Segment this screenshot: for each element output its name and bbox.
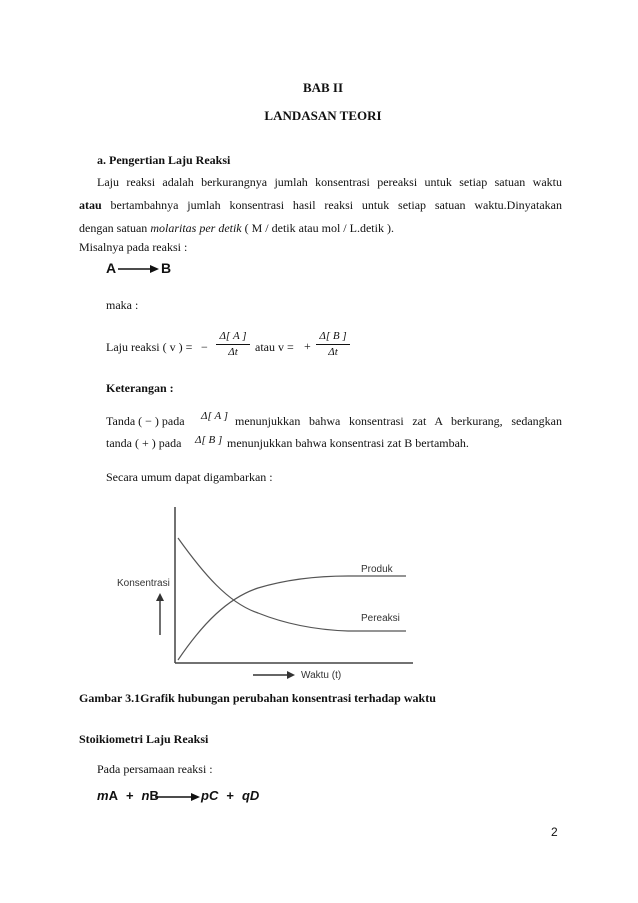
paragraph-line: Laju reaksi adalah berkurangnya jumlah konsentrasi pereaksi untuk setiap satuan waktu — [97, 175, 562, 189]
coef-n: n — [141, 788, 150, 803]
pereaksi-label: Pereaksi — [361, 613, 400, 624]
stoik-equation — [97, 788, 159, 803]
plus-sign: + — [304, 339, 311, 353]
fraction-numerator-a: Δ[ A ] — [219, 330, 247, 342]
delta-b-symbol: Δ[ B ] — [195, 434, 223, 446]
fraction-bar — [216, 344, 250, 345]
x-axis-label: Waktu (t) — [301, 670, 342, 681]
subsection-title: Stoikiometri Laju Reaksi — [79, 732, 209, 746]
maka-label: maka : — [106, 298, 139, 312]
delta-a-symbol: Δ[ A ] — [201, 410, 229, 422]
chapter-number: BAB II — [302, 80, 344, 95]
coef-q: q — [241, 788, 250, 803]
chapter-title: LANDASAN TEORI — [264, 108, 382, 123]
minus-sign: − — [201, 340, 208, 354]
keterangan-text: Tanda ( − ) pada — [106, 414, 185, 428]
species-d: D — [249, 788, 260, 803]
paragraph-line — [79, 198, 562, 213]
plus-sign: + — [125, 788, 134, 803]
species-a: A — [108, 788, 118, 803]
stoik-intro: Pada persamaan reaksi : — [97, 762, 213, 776]
paragraph-text: bertambahnya jumlah konsentrasi hasil reaksi untuk setiap satuan waktu.Dinyatakan — [110, 198, 562, 212]
fraction-denominator: Δt — [228, 346, 238, 358]
stoik-products — [201, 788, 259, 803]
rate-equation-label: Laju reaksi ( v ) = — [106, 340, 193, 354]
keterangan-text: menunjukkan bahwa konsentrasi zat A berkurang, sedangkan — [235, 414, 562, 428]
reaction-arrow-icon — [155, 791, 201, 803]
atau-label: atau v = — [255, 340, 294, 354]
concentration-time-graph — [108, 503, 418, 688]
umum-label: Secara umum dapat digambarkan : — [106, 470, 273, 484]
italic-unit: molaritas per detik — [150, 221, 242, 235]
paragraph-line — [79, 221, 394, 236]
reaction-arrow-icon — [118, 263, 160, 275]
fraction-bar — [316, 344, 350, 345]
paragraph-text: ( M / detik atau mol / L.detik ). — [241, 221, 394, 235]
reactant-label: A — [106, 260, 117, 276]
produk-label: Produk — [361, 564, 393, 575]
coef-p: p — [201, 788, 209, 803]
paragraph-line: Misalnya pada reaksi : — [79, 240, 188, 254]
y-axis-label: Konsentrasi — [117, 578, 170, 589]
keterangan-title: Keterangan : — [106, 381, 174, 395]
keterangan-text: tanda ( + ) pada — [106, 436, 182, 450]
coef-m: m — [97, 788, 109, 803]
species-c: C — [208, 788, 219, 803]
figure-caption: Gambar 3.1Grafik hubungan perubahan konsentrasi terhadap waktu — [79, 691, 436, 705]
fraction-numerator-b: Δ[ B ] — [319, 330, 347, 342]
bold-word: atau — [79, 198, 102, 212]
section-title: a. Pengertian Laju Reaksi — [97, 153, 231, 167]
page-number: 2 — [551, 825, 558, 839]
fraction-denominator: Δt — [328, 346, 338, 358]
species-b: B — [149, 788, 159, 803]
product-label: B — [161, 260, 172, 276]
plus-sign: + — [226, 788, 234, 803]
paragraph-text: dengan satuan — [79, 221, 151, 235]
keterangan-text: menunjukkan bahwa konsentrasi zat B bertambah. — [227, 436, 469, 450]
